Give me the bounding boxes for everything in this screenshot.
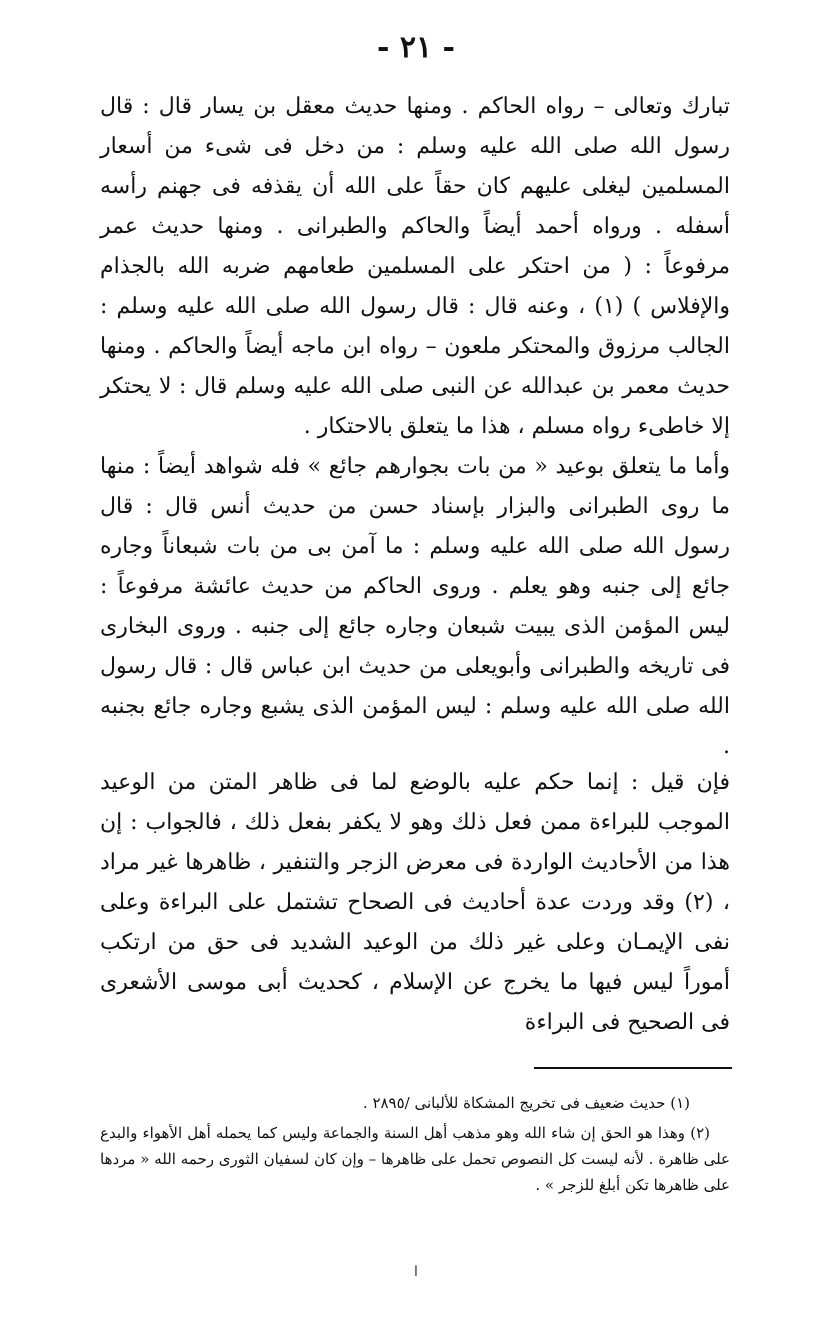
paragraph-text: فإن قيل : إنما حكم عليه بالوضع لما فى ظاهر المتن من الوعيد الموجب للبراءة ممن فعل ذلك وهو لا يكفر بفعل ذلك ، فالجواب : إن هذا من الأحاديث الواردة فى معرض الزجر والتنفير ، ظاهرها غير مراد ، (٢) وقد وردت عدة أحاديث فى الصحاح تشتمل على البراءة وعلى نفى الإيمـان وعلى غير ذلك من الوعيد الشديد فى حق من ارتكب أموراً ليس فيها ما يخرج عن الإسلام ، كحديث أبى موسى الأشعرى فى الصحيح فى البراءة	[100, 770, 730, 1035]
body-paragraph-1	[100, 87, 730, 447]
paragraph-text: تبارك وتعالى – رواه الحاكم . ومنها حديث معقل بن يسار قال : قال رسول الله صلى الله عليه وسلم : من دخل فى شىء من أسعار المسلمين ليغلى عليهم كان حقاً على الله أن يقذفه فى جهنم رأسه أسفله . ورواه أحمد أيضاً والحاكم والطبرانى . ومنها حديث عمر مرفوعاً : ( من احتكر على المسلمين طعامهم ضربه الله بالجذام والإفلاس ) (١) ، وعنه قال : قال رسول الله صلى الله عليه وسلم : الجالب مرزوق والمحتكر ملعون – رواه ابن ماجه أيضاً والحاكم . ومنها حديث معمر بن عبدالله عن النبى صلى الله عليه وسلم قال : لا يحتكر إلا خاطىء رواه مسلم ، هذا ما يتعلق بالاحتكار .	[100, 94, 731, 439]
body-paragraph-3	[100, 763, 730, 1043]
page-mark: ا	[414, 1264, 418, 1280]
body-paragraph-2	[100, 447, 730, 767]
footnote-2: (٢) وهذا هو الحق إن شاء الله وهو مذهب أهل السنة والجماعة وليس كما يحمله أهل الأهواء والبدع على ظاهرة . لأنه ليست كل النصوص تحمل على ظاهرها – وإن كان لسفيان الثورى رحمه الله « مردها على ظاهرها تكن أبلغ للزجر » .	[100, 1124, 730, 1194]
footnote-1: (١) حديث ضعيف فى تخريج المشكاة للألبانى /٢٨٩٥ .	[362, 1094, 690, 1112]
footnote-divider	[534, 1067, 732, 1069]
footnotes	[100, 1090, 730, 1202]
paragraph-text: وأما ما يتعلق بوعيد « من بات بجوارهم جائع » فله شواهد أيضاً : منها ما روى الطبرانى والبزار بإسناد حسن من حديث أنس قال : قال رسول الله صلى الله عليه وسلم : ما آمن بى من بات شبعاناً وجاره جائع إلى جنبه وهو يعلم . وروى الحاكم من حديث عائشة مرفوعاً : ليس المؤمن الذى يبيت شبعان وجاره جائع إلى جنبه . وروى البخارى فى تاريخه والطبرانى وأبويعلى من حديث ابن عباس قال : قال رسول الله صلى الله عليه وسلم : ليس المؤمن الذى يشبع وجاره جائع بجنبه .	[100, 454, 730, 759]
page-number: - ٢١ -	[376, 30, 456, 65]
